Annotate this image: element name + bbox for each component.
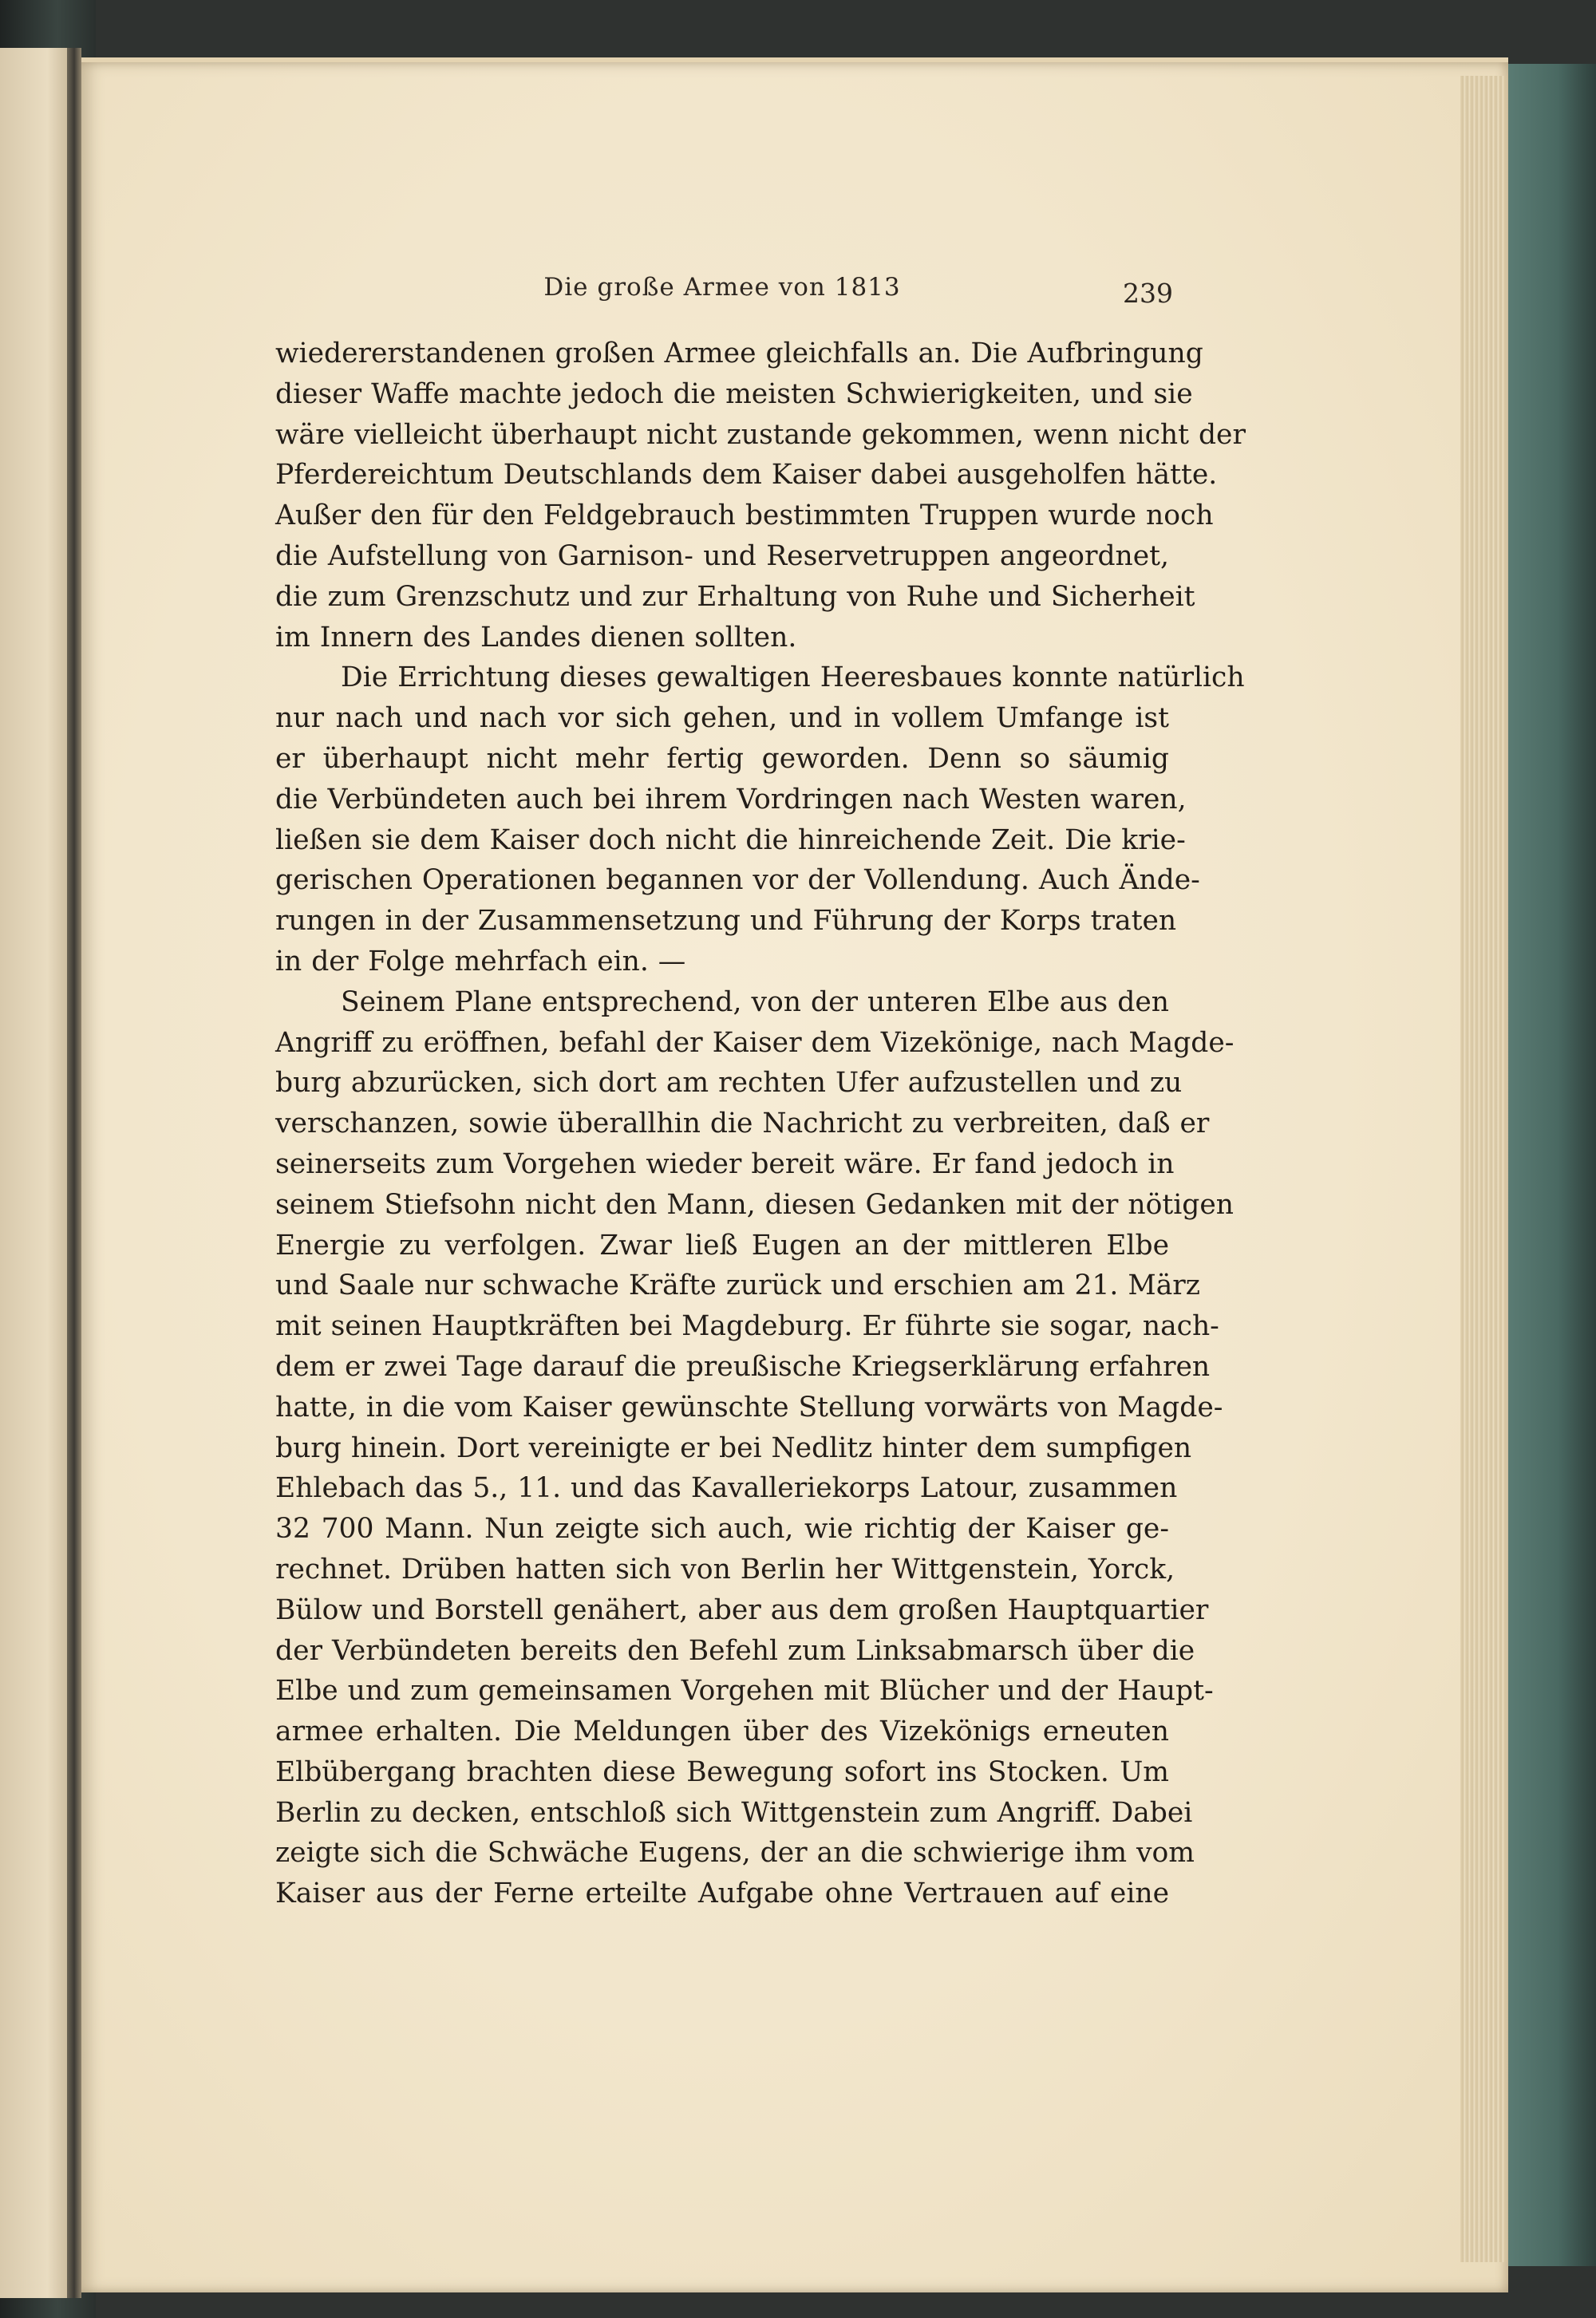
text-line: er überhaupt nicht mehr fertig geworden. Denn so säumig	[275, 742, 1169, 775]
text-line: mit seinen Hauptkräften bei Magdeburg. Er führte sie sogar, nach-	[275, 1310, 1219, 1343]
text-line: ließen sie dem Kaiser doch nicht die hinreichende Zeit. Die krie-	[275, 823, 1186, 856]
text-line: nur nach und nach vor sich gehen, und in vollem Umfange ist	[275, 702, 1169, 735]
text-line: burg hinein. Dort vereinigte er bei Nedlitz hinter dem sumpfigen	[275, 1431, 1192, 1464]
left-page-edge	[0, 48, 68, 2298]
page-number: 239	[1123, 278, 1173, 309]
text-line: Angriff zu eröffnen, befahl der Kaiser dem Vizekönige, nach Magde-	[275, 1026, 1235, 1059]
text-line: armee erhalten. Die Meldungen über des Vizekönigs erneuten	[275, 1716, 1169, 1748]
text-line: Pferdereichtum Deutschlands dem Kaiser dabei ausgeholfen hätte.	[275, 459, 1218, 492]
page-stack-edges	[1460, 76, 1507, 2262]
text-line: Bülow und Borstell genähert, aber aus dem großen Hauptquartier	[275, 1593, 1209, 1626]
text-line: burg abzurücken, sich dort am rechten Ufer aufzustellen und zu	[275, 1067, 1183, 1100]
text-line: wiedererstandenen großen Armee gleichfalls an. Die Aufbringung	[275, 338, 1203, 369]
text-line: dem er zwei Tage darauf die preußische Kriegserklärung erfahren	[275, 1350, 1211, 1383]
text-line: zeigte sich die Schwäche Eugens, der an die schwierige ihm vom	[275, 1837, 1195, 1870]
text-line: Außer den für den Feldgebrauch bestimmten Truppen wurde noch	[275, 500, 1214, 532]
text-line: rungen in der Zusammensetzung und Führung der Korps traten	[275, 905, 1177, 938]
text-line: rechnet. Drüben hatten sich von Berlin her Wittgenstein, Yorck,	[275, 1553, 1175, 1585]
text-line: Elbe und zum gemeinsamen Vorgehen mit Blücher und der Haupt-	[275, 1675, 1214, 1708]
text-line: Seinem Plane entsprechend, von der unteren Elbe aus den	[341, 985, 1169, 1018]
text-line: gerischen Operationen begannen vor der Vollendung. Auch Ände-	[275, 864, 1200, 897]
book-cover-edge	[1500, 64, 1596, 2266]
text-line: Die Errichtung dieses gewaltigen Heeresbaues konnte natürlich	[341, 661, 1245, 694]
text-line: Elbübergang brachten diese Bewegung sofort ins Stocken. Um	[275, 1755, 1169, 1788]
running-header: Die große Armee von 1813	[543, 273, 901, 302]
text-line: Energie zu verfolgen. Zwar ließ Eugen an der mittleren Elbe	[275, 1229, 1169, 1262]
text-line: die zum Grenzschutz und zur Erhaltung von Ruhe und Sicherheit	[275, 580, 1195, 613]
text-line: die Verbündeten auch bei ihrem Vordringen nach Westen waren,	[275, 783, 1187, 815]
text-line: 32 700 Mann. Nun zeigte sich auch, wie richtig der Kaiser ge-	[275, 1513, 1169, 1546]
text-line: dieser Waffe machte jedoch die meisten Schwierigkeiten, und sie	[275, 377, 1193, 410]
text-line: und Saale nur schwache Kräfte zurück und erschien am 21. März	[275, 1270, 1200, 1302]
text-line: Ehlebach das 5., 11. und das Kavalleriekorps Latour, zusammen	[275, 1472, 1178, 1505]
text-line: im Innern des Landes dienen sollten.	[275, 621, 797, 654]
page-gutter	[67, 48, 81, 2298]
text-line: die Aufstellung von Garnison- und Reservetruppen angeordnet,	[275, 539, 1169, 572]
text-line: wäre vielleicht überhaupt nicht zustande gekommen, wenn nicht der	[275, 418, 1246, 451]
text-line: verschanzen, sowie überallhin die Nachricht zu verbreiten, daß er	[275, 1108, 1210, 1140]
text-line: in der Folge mehrfach ein. —	[275, 945, 686, 977]
text-line: seinerseits zum Vorgehen wieder bereit wäre. Er fand jedoch in	[275, 1147, 1175, 1180]
text-line: Berlin zu decken, entschloß sich Wittgenstein zum Angriff. Dabei	[275, 1796, 1193, 1829]
text-line: Kaiser aus der Ferne erteilte Aufgabe ohne Vertrauen auf eine	[275, 1878, 1169, 1910]
text-line: hatte, in die vom Kaiser gewünschte Stellung vorwärts von Magde-	[275, 1391, 1223, 1424]
text-line: der Verbündeten bereits den Befehl zum Linksabmarsch über die	[275, 1634, 1195, 1667]
text-line: seinem Stiefsohn nicht den Mann, diesen Gedanken mit der nötigen	[275, 1188, 1235, 1221]
body-text	[275, 334, 1246, 1914]
